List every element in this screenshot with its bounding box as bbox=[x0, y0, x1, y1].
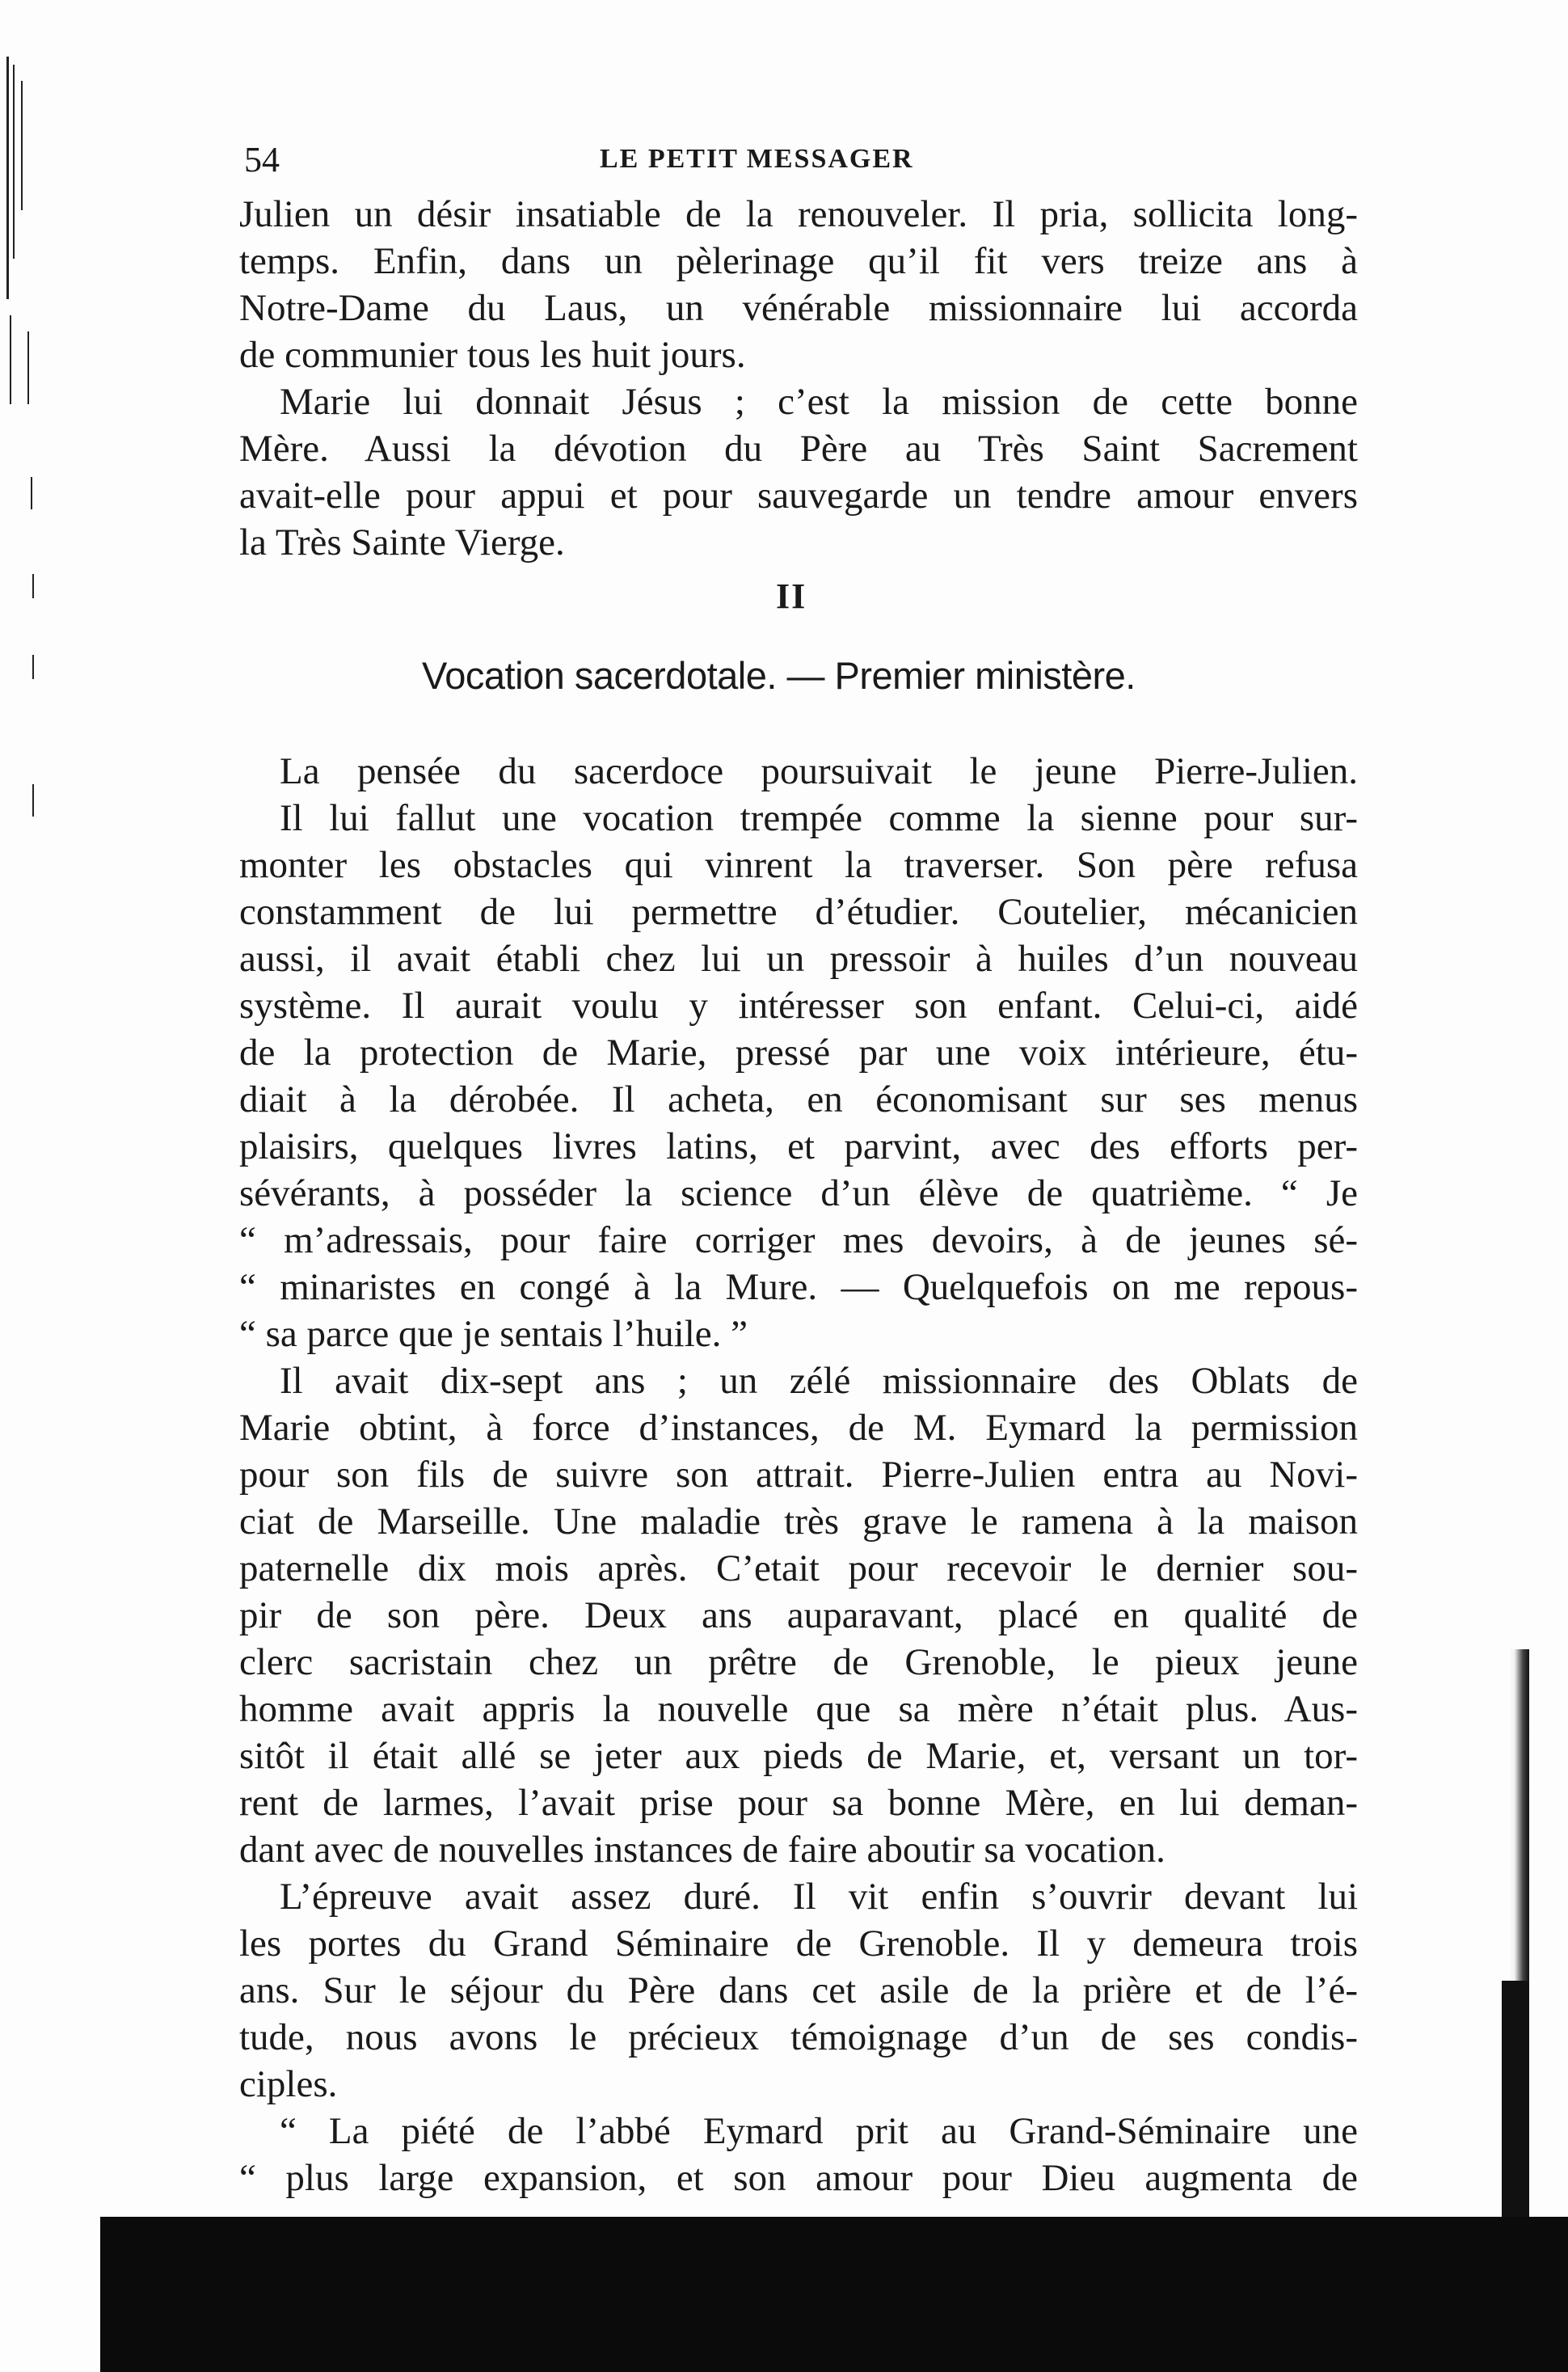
text-line: Notre-Dame du Laus, un vénérable missionnaire lui accorda bbox=[239, 287, 1358, 329]
text-line: de la protection de Marie, pressé par une voix intérieure, étu- bbox=[239, 1032, 1358, 1074]
text-line: rent de larmes, l’avait prise pour sa bonne Mère, en lui deman- bbox=[239, 1782, 1358, 1824]
text-line: clerc sacristain chez un prêtre de Grenoble, le pieux jeune bbox=[239, 1641, 1358, 1683]
text-line: de communier tous les huit jours. bbox=[239, 334, 746, 376]
page-edge-dark bbox=[1502, 1981, 1529, 2223]
text-line: pour son fils de suivre son attrait. Pierre-Julien entra au Novi- bbox=[239, 1454, 1358, 1496]
scan-gutter-noise bbox=[0, 57, 45, 865]
text-line: les portes du Grand Séminaire de Grenoble. Il y demeura trois bbox=[239, 1923, 1358, 1965]
text-line: diait à la dérobée. Il acheta, en économisant sur ses menus bbox=[239, 1078, 1358, 1121]
text-block-top bbox=[239, 191, 1358, 566]
text-line: Il avait dix-sept ans ; un zélé missionnaire des Oblats de bbox=[280, 1360, 1358, 1402]
running-title: LE PETIT MESSAGER bbox=[600, 144, 914, 174]
text-line: constamment de lui permettre d’étudier. Coutelier, mécanicien bbox=[239, 891, 1358, 933]
text-line: pir de son père. Deux ans auparavant, placé en qualité de bbox=[239, 1594, 1358, 1636]
text-line: système. Il aurait voulu y intéresser son enfant. Celui-ci, aidé bbox=[239, 985, 1358, 1027]
text-line: “ m’adressais, pour faire corriger mes devoirs, à de jeunes sé- bbox=[239, 1219, 1358, 1261]
text-line: “ La piété de l’abbé Eymard prit au Grand-Séminaire une bbox=[280, 2110, 1358, 2152]
page-number: 54 bbox=[244, 140, 280, 179]
text-line: ciples. bbox=[239, 2063, 338, 2105]
scan-bottom-band bbox=[100, 2217, 1568, 2372]
text-line: “ plus large expansion, et son amour pour Dieu augmenta de bbox=[239, 2157, 1358, 2199]
text-line: La pensée du sacerdoce poursuivait le jeune Pierre-Julien. bbox=[280, 750, 1358, 792]
text-line: Marie obtint, à force d’instances, de M. Eymard la permission bbox=[239, 1407, 1358, 1449]
text-line: Marie lui donnait Jésus ; c’est la mission de cette bonne bbox=[280, 381, 1358, 423]
text-line: L’épreuve avait assez duré. Il vit enfin s’ouvrir devant lui bbox=[280, 1876, 1358, 1918]
text-line: Mère. Aussi la dévotion du Père au Très Saint Sacrement bbox=[239, 428, 1358, 470]
text-line: sitôt il était allé se jeter aux pieds de Marie, et, versant un tor- bbox=[239, 1735, 1358, 1777]
text-line: aussi, il avait établi chez lui un pressoir à huiles d’un nouveau bbox=[239, 938, 1358, 980]
section-heading: Vocation sacerdotale. — Premier ministère. bbox=[422, 654, 1136, 697]
section-numeral: II bbox=[776, 576, 807, 616]
text-line: ciat de Marseille. Une maladie très grave le ramena à la maison bbox=[239, 1500, 1358, 1543]
text-line: ans. Sur le séjour du Père dans cet asile de la prière et de l’é- bbox=[239, 1969, 1358, 2011]
text-line: monter les obstacles qui vinrent la traverser. Son père refusa bbox=[239, 844, 1358, 886]
text-line: tude, nous avons le précieux témoignage d’un de ses condis- bbox=[239, 2016, 1358, 2058]
text-line: Julien un désir insatiable de la renouveler. Il pria, sollicita long- bbox=[239, 193, 1358, 235]
text-line: Il lui fallut une vocation trempée comme la sienne pour sur- bbox=[280, 797, 1358, 839]
page-header bbox=[244, 139, 1359, 188]
text-line: dant avec de nouvelles instances de faire aboutir sa vocation. bbox=[239, 1829, 1165, 1871]
text-line: homme avait appris la nouvelle que sa mère n’était plus. Aus- bbox=[239, 1688, 1358, 1730]
text-line: sévérants, à posséder la science d’un élève de quatrième. “ Je bbox=[239, 1172, 1358, 1214]
text-line: “ sa parce que je sentais l’huile. ” bbox=[239, 1313, 748, 1355]
text-block-main bbox=[239, 748, 1358, 2201]
text-line: paternelle dix mois après. C’etait pour recevoir le dernier sou- bbox=[239, 1547, 1358, 1589]
text-line: plaisirs, quelques livres latins, et parvint, avec des efforts per- bbox=[239, 1125, 1358, 1167]
text-line: temps. Enfin, dans un pèlerinage qu’il fit vers treize ans à bbox=[239, 240, 1358, 282]
text-line: la Très Sainte Vierge. bbox=[239, 521, 565, 563]
text-line: avait-elle pour appui et pour sauvegarde un tendre amour envers bbox=[239, 475, 1358, 517]
text-line: “ minaristes en congé à la Mure. — Quelquefois on me repous- bbox=[239, 1266, 1358, 1308]
